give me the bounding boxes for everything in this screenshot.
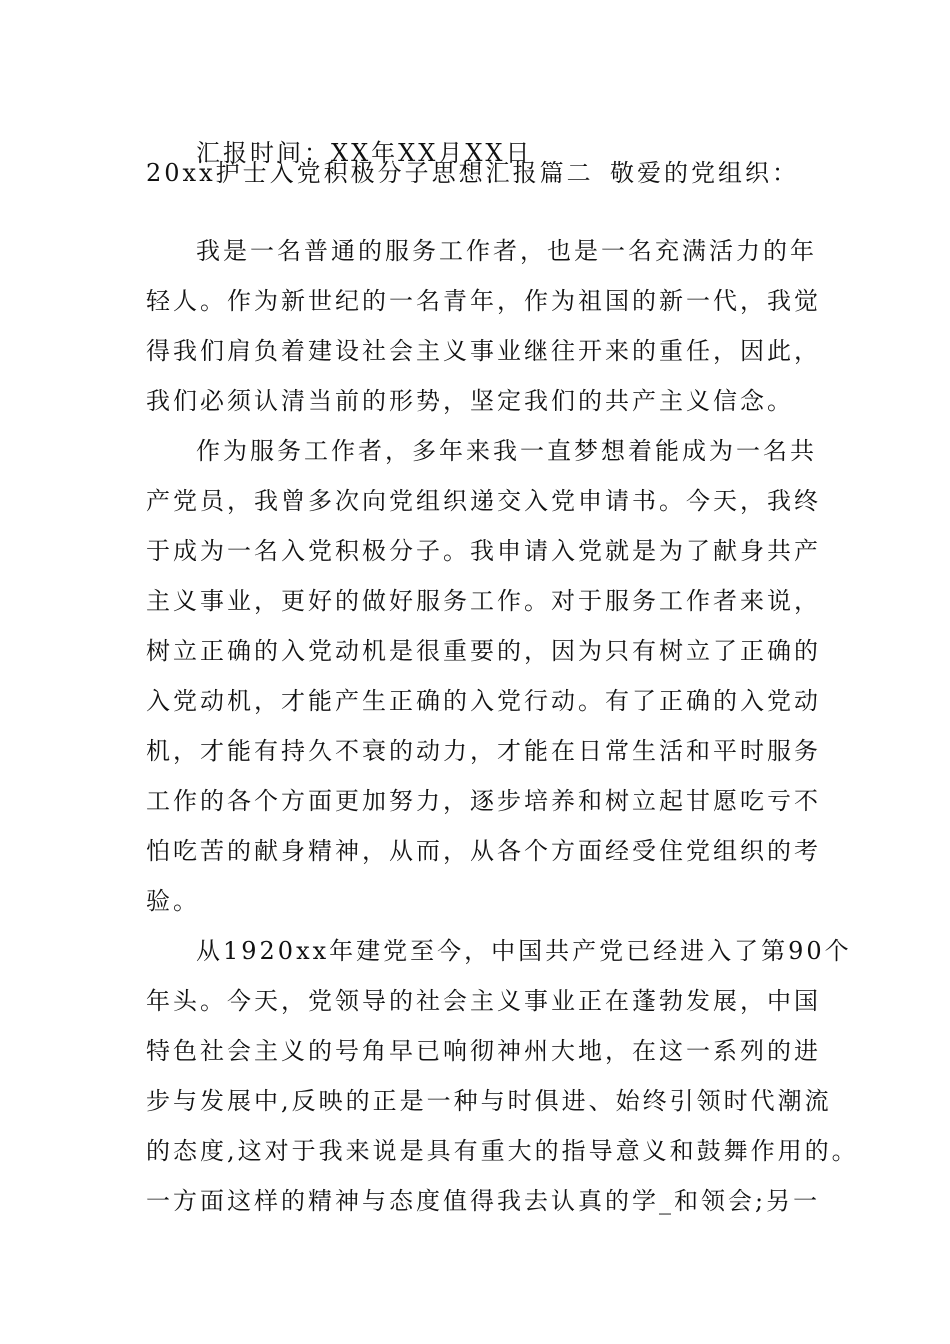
paragraph-line: 树立正确的入党动机是很重要的，因为只有树立了正确的 <box>146 637 821 665</box>
paragraph-line: 的态度,这对于我来说是具有重大的指导意义和鼓舞作用的。 <box>146 1137 859 1165</box>
paragraph-line: 我是一名普通的服务工作者，也是一名充满活力的年 <box>196 237 817 265</box>
paragraph-line: 轻人。作为新世纪的一名青年，作为祖国的新一代，我觉 <box>146 287 821 315</box>
salutation: 敬爱的党组织： <box>610 159 799 187</box>
paragraph-line: 我们必须认清当前的形势，坚定我们的共产主义信念。 <box>146 387 794 415</box>
paragraph-line: 年头。今天，党领导的社会主义事业正在蓬勃发展，中国 <box>146 987 821 1015</box>
document-heading: 20xx护士入党积极分子思想汇报篇二 <box>146 159 594 187</box>
paragraph-line: 机，才能有持久不衰的动力，才能在日常生活和平时服务 <box>146 737 821 765</box>
paragraph-line: 一方面这样的精神与态度值得我去认真的学_和领会;另一 <box>146 1187 821 1215</box>
paragraph-line: 特色社会主义的号角早已响彻神州大地，在这一系列的进 <box>146 1037 821 1065</box>
paragraph-line: 得我们肩负着建设社会主义事业继往开来的重任，因此， <box>146 337 821 365</box>
paragraph-line: 入党动机，才能产生正确的入党行动。有了正确的入党动 <box>146 687 821 715</box>
paragraph-line: 怕吃苦的献身精神，从而，从各个方面经受住党组织的考 <box>146 837 821 865</box>
paragraph-line: 产党员，我曾多次向党组织递交入党申请书。今天，我终 <box>146 487 821 515</box>
paragraph-line: 工作的各个方面更加努力，逐步培养和树立起甘愿吃亏不 <box>146 787 821 815</box>
paragraph-line: 步与发展中,反映的正是一种与时俱进、始终引领时代潮流 <box>146 1087 832 1115</box>
paragraph-line: 于成为一名入党积极分子。我申请入党就是为了献身共产 <box>146 537 821 565</box>
paragraph-line: 主义事业，更好的做好服务工作。对于服务工作者来说， <box>146 587 821 615</box>
paragraph-line: 从1920xx年建党至今，中国共产党已经进入了第90个 <box>196 937 852 965</box>
report-date: 汇报时间：XX年XX月XX日 <box>196 139 533 167</box>
paragraph-line: 作为服务工作者，多年来我一直梦想着能成为一名共 <box>196 437 817 465</box>
paragraph-line: 验。 <box>146 887 200 915</box>
